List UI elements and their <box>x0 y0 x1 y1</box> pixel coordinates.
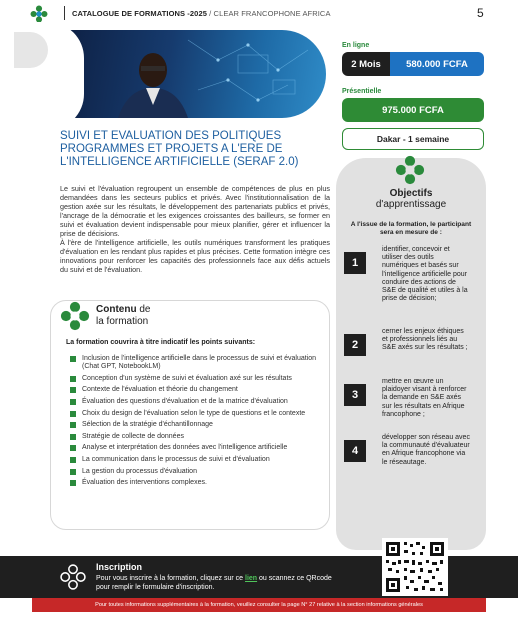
inscription-link[interactable]: lien <box>245 575 258 582</box>
objective-number-2: 2 <box>344 334 366 356</box>
qr-code[interactable] <box>382 538 448 596</box>
objective-number-4: 4 <box>344 440 366 462</box>
inperson-label: Présentielle <box>342 88 382 95</box>
list-item: Inclusion de l'intelligence artificielle dans le processus de suivi et évaluation (Chat GPT, NotebookLM) <box>70 355 320 371</box>
online-price: 580.000 FCFA <box>390 52 484 76</box>
list-item: Évaluation des questions d'évaluation et de la matrice d'évaluation <box>70 398 320 406</box>
online-label: En ligne <box>342 42 370 49</box>
intro-paragraph-2: À l'ère de l'intelligence artificielle, les outils numériques transforment les pratiques d'évaluation en les rendant plus rapides et plus précises. Cette formation intègre ces innovations pour renforcer les capacités des professionnels face aux défis actuels du suivi et de l'évaluation. <box>60 238 330 274</box>
objective-text-1: identifier, concevoir et utiliser des outils numériques et basés sur l'intelligence artificielle pour conduire des actions de S&E de qualité et utiles à la prise de décision; <box>382 246 468 303</box>
inscription-title: Inscription <box>96 562 143 572</box>
clear-logo-icon <box>60 564 86 590</box>
list-item: Conception d'un système de suivi et évaluation axé sur les résultats <box>70 375 320 383</box>
content-heading: Contenu de <box>96 304 151 315</box>
clear-logo-icon <box>30 5 48 23</box>
intro-text <box>60 184 330 274</box>
list-item: Stratégie de collecte de données <box>70 433 320 441</box>
objective-text-3: mettre en œuvre un plaidoyer visant à renforcer la demande en S&E axés sur les résultats en Afrique francophone ; <box>382 378 467 418</box>
objective-text-2: cerner les enjeux éthiques et professionnels liés au S&E axés sur les résultats ; <box>382 328 468 352</box>
list-item: Évaluation des interventions complexes. <box>70 479 320 487</box>
clear-logo-icon <box>60 301 90 331</box>
content-lead: La formation couvrira à titre indicatif les points suivants: <box>66 339 256 346</box>
objective-text-4: développer son réseau avec la communauté d'évaluateur en Afrique francophone via le réseautage. <box>382 434 470 466</box>
list-item: La gestion du processus d'évaluation <box>70 468 320 476</box>
objectives-title: Objectifs <box>389 188 433 199</box>
list-item: Contexte de l'évaluation et théorie du changement <box>70 386 320 394</box>
content-list <box>70 355 320 491</box>
header-divider <box>64 6 65 20</box>
inscription-text: Pour vous inscrire à la formation, cliquez sur ce lien ou scannez ce QRcode pour remplir le formulaire d'inscription. <box>96 575 332 591</box>
objective-number-3: 3 <box>344 384 366 406</box>
clear-logo-icon <box>395 155 425 185</box>
list-item: Sélection de la stratégie d'échantillonnage <box>70 421 320 429</box>
online-duration: 2 Mois <box>342 52 390 76</box>
page-title: SUIVI ET EVALUATION DES POLITIQUES PROGRAMMES ET PROJETS A L'ERE DE L'INTELLIGENCE ARTIFICIELLE (SERAF 2.0) <box>60 130 299 168</box>
page-number: 5 <box>477 6 484 20</box>
content-heading-line2: la formation <box>96 316 149 327</box>
list-item: Choix du design de l'évaluation selon le type de questions et le contexte <box>70 410 320 418</box>
header-title: CATALOGUE DE FORMATIONS -2025 / CLEAR FRANCOPHONE AFRICA <box>72 9 331 18</box>
intro-paragraph-1: Le suivi et l'évaluation regroupent un ensemble de compétences de plus en plus demandées dans les secteurs publics et privés. Avec l'institutionnalisation de la gestion axée sur les résultats, le développement des partenariats publics et privés, l'ancrage de la démocratie et les exigences croissantes des bailleurs, se former en suivi et évaluation devient indispensable pour mieux planifier, gérer et influencer la prise de décisions. <box>60 184 330 238</box>
list-item: La communication dans le processus de suivi et d'évaluation <box>70 456 320 464</box>
inperson-price: 975.000 FCFA <box>342 98 484 122</box>
objective-number-1: 1 <box>344 252 366 274</box>
objectives-subtitle: d'apprentissage <box>375 199 447 210</box>
objectives-lead: A l'issue de la formation, le participant sera en mesure de : <box>350 221 472 236</box>
qr-code-graphic <box>382 538 448 596</box>
location-badge: Dakar - 1 semaine <box>342 128 484 150</box>
list-item: Analyse et interprétation des données avec l'intelligence artificielle <box>70 444 320 452</box>
footer-note: Pour toutes informations supplémentaires à la formation, veuillez consulter la page N° 27 relative à la section informations générales <box>32 598 486 612</box>
